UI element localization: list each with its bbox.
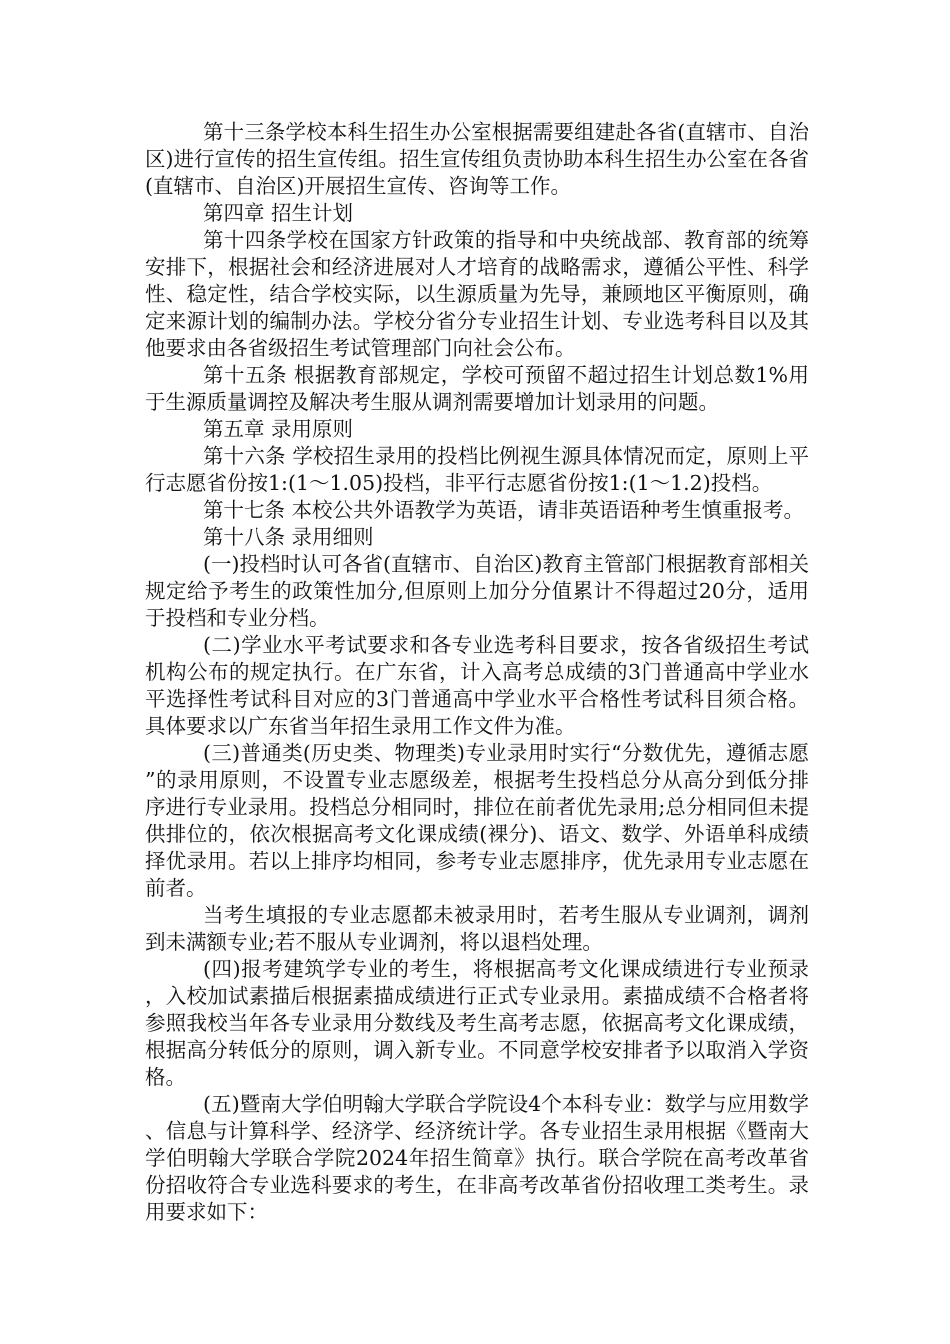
rule-1: (一)投档时认可各省(直辖市、自治区)教育主管部门根据教育部相关规定给予考生的政策性加分,但原则上加分分值累计不得超过20分，适用于投档和专业分档。	[145, 552, 809, 630]
rule-4: (四)报考建筑学专业的考生，将根据高考文化课成绩进行专业预录，入校加试素描后根据素描成绩进行正式专业录用。素描成绩不合格者将参照我校当年各专业录用分数线及考生高考志愿，依据高考文化课成绩，根据高分转低分的原则，调入新专业。不同意学校安排者予以取消入学资格。	[145, 957, 809, 1089]
rule-3-adjustment: 当考生填报的专业志愿都未被录用时，若考生服从专业调剂，调剂到未满额专业;若不服从专业调剂，将以退档处理。	[145, 903, 809, 954]
article-15: 第十五条 根据教育部规定，学校可预留不超过招生计划总数1%用于生源质量调控及解决考生服从调剂需要增加计划录用的问题。	[145, 363, 809, 414]
chapter-5-heading: 第五章 录用原则	[203, 417, 354, 441]
rule-5: (五)暨南大学伯明翰大学联合学院设4个本科专业：数学与应用数学、信息与计算科学、经济学、经济统计学。各专业招生录用根据《暨南大学伯明翰大学联合学院2024年招生简章》执行。联合学院在高考改革省份招收符合专业选科要求的考生，在非高考改革省份招收理工类考生。录用要求如下：	[145, 1092, 809, 1224]
rule-3: (三)普通类(历史类、物理类)专业录用时实行“分数优先，遵循志愿”的录用原则，不设置专业志愿级差，根据考生投档总分从高分到低分排序进行专业录用。投档总分相同时，排位在前者优先录用;总分相同但未提供排位的，依次根据高考文化课成绩(裸分)、语文、数学、外语单科成绩择优录用。若以上排序均相同，参考专业志愿排序，优先录用专业志愿在前者。	[145, 741, 809, 900]
document-body	[145, 119, 809, 1226]
article-17: 第十七条 本校公共外语教学为英语，请非英语语种考生慎重报考。	[203, 498, 805, 522]
article-16: 第十六条 学校招生录用的投档比例视生源具体情况而定，原则上平行志愿省份按1:(1～1.05)投档，非平行志愿省份按1:(1～1.2)投档。	[145, 444, 809, 495]
article-13: 第十三条学校本科生招生办公室根据需要组建赴各省(直辖市、自治区)进行宣传的招生宣传组。招生宣传组负责协助本科生招生办公室在各省(直辖市、自治区)开展招生宣传、咨询等工作。	[145, 120, 809, 198]
rule-2: (二)学业水平考试要求和各专业选考科目要求，按各省级招生考试机构公布的规定执行。在广东省，计入高考总成绩的3门普通高中学业水平选择性考试科目对应的3门普通高中学业水平合格性考试科目须合格。具体要求以广东省当年招生录用工作文件为准。	[145, 633, 809, 738]
chapter-4-heading: 第四章 招生计划	[203, 201, 354, 225]
article-18-heading: 第十八条 录用细则	[203, 525, 374, 549]
article-14: 第十四条学校在国家方针政策的指导和中央统战部、教育部的统筹安排下，根据社会和经济进展对人才培育的战略需求，遵循公平性、科学性、稳定性，结合学校实际，以生源质量为先导，兼顾地区平衡原则，确定来源计划的编制办法。学校分省分专业招生计划、专业选考科目以及其他要求由各省级招生考试管理部门向社会公布。	[145, 228, 809, 360]
